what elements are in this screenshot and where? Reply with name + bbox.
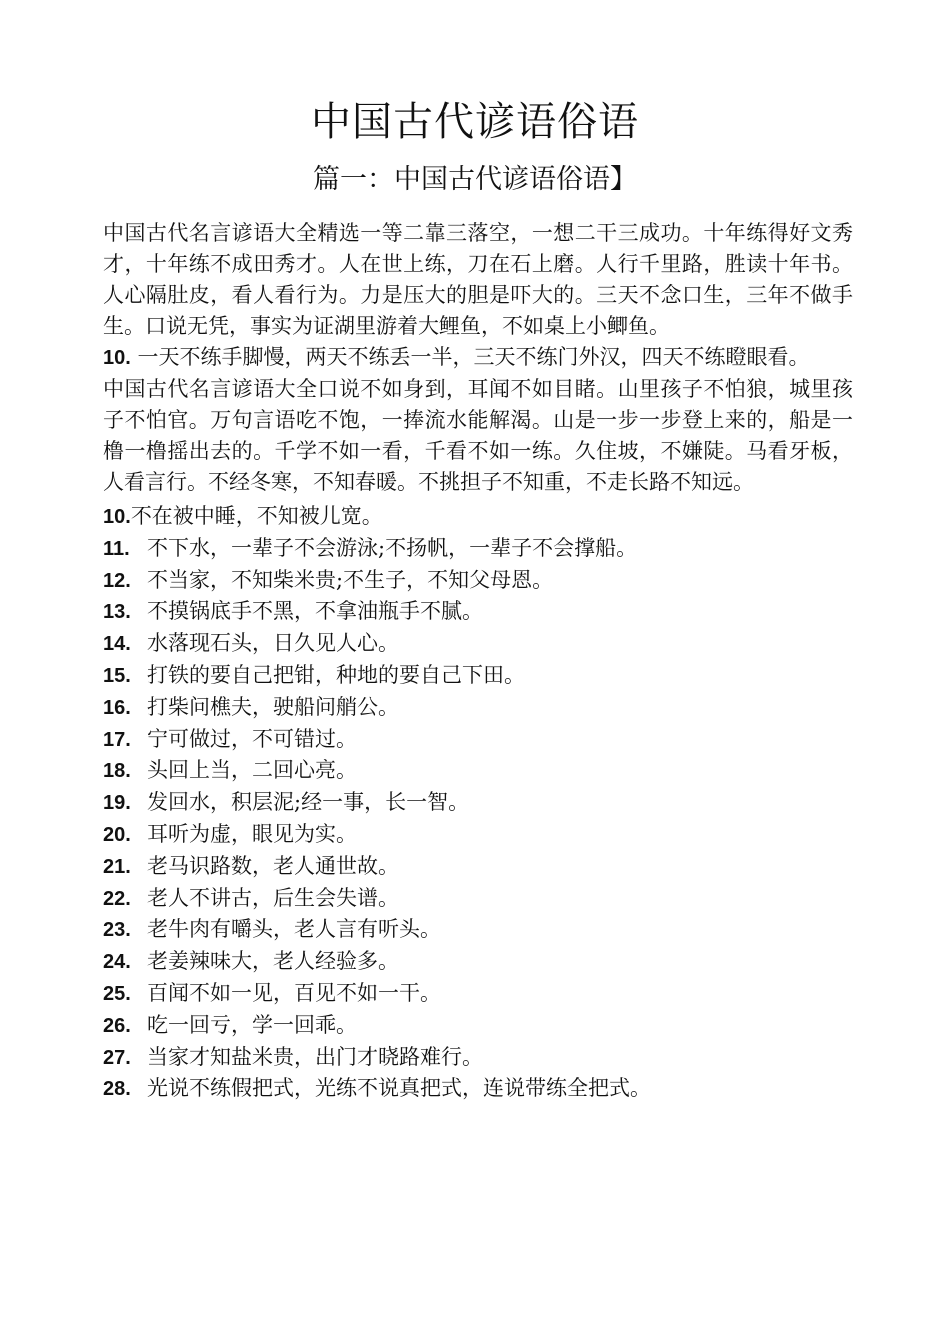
list-item (103, 1042, 853, 1074)
item-number: 22. (103, 887, 131, 910)
item-text: 老人不讲古，后生会失谱。 (147, 885, 399, 910)
item-number: 18. (103, 760, 131, 783)
item-number: 16. (103, 696, 131, 719)
item-number: 17. (103, 728, 131, 751)
proverb-list (103, 501, 853, 1105)
list-item (103, 533, 853, 565)
item-text: 当家才知盐米贵，出门才晓路难行。 (147, 1044, 483, 1069)
item-number: 26. (103, 1014, 131, 1037)
item-number: 27. (103, 1046, 131, 1069)
document-title: 中国古代谚语俗语 (311, 99, 639, 145)
item-text: 老马识路数，老人通世故。 (147, 853, 399, 878)
item-text: 老姜辣味大，老人经验多。 (147, 949, 399, 974)
item-text: 不下水，一辈子不会游泳;不扬帆，一辈子不会撑船。 (147, 535, 638, 560)
list-item (103, 501, 853, 533)
item-text: 百闻不如一见，百见不如一干。 (147, 980, 441, 1005)
item-text: 光说不练假把式，光练不说真把式，连说带练全把式。 (147, 1076, 651, 1101)
list-item (103, 565, 853, 597)
item-number: 10. (103, 506, 131, 528)
item-text: 不在被中睡，不知被儿宽。 (130, 504, 383, 528)
item-number: 13. (103, 601, 131, 624)
item-number: 10. (103, 347, 131, 369)
item-number: 15. (103, 664, 131, 687)
item-number: 25. (103, 982, 131, 1005)
item-text: 头回上当，二回心亮。 (147, 758, 357, 783)
second-paragraph: 中国古代名言谚语大全口说不如身到，耳闻不如目睹。山里孩子不怕狼，城里孩子不怕官。万句言语吃不饱，一捧流水能解渴。山是一步一步登上来的，船是一橹一橹摇出去的。千学不如一看，千看不如一练。久住坡，不嫌陡。马看牙板，人看言行。不经冬寒，不知春暖。不挑担子不知重，不走长路不知远。 (103, 377, 853, 494)
list-item (103, 819, 853, 851)
list-item (103, 1073, 853, 1105)
item-number: 24. (103, 951, 131, 974)
item-text: 打柴问樵夫，驶船问艄公。 (147, 694, 399, 719)
item-number: 23. (103, 919, 131, 942)
item-text: 宁可做过，不可错过。 (147, 726, 357, 751)
list-item (103, 946, 853, 978)
item-text: 发回水，积层泥;经一事，长一智。 (147, 790, 470, 815)
list-item (103, 660, 853, 692)
list-item (103, 914, 853, 946)
list-item (103, 851, 853, 883)
item-text: 不当家，不知柴米贵;不生子，不知父母恩。 (147, 567, 554, 592)
list-item (103, 787, 853, 819)
item-number: 21. (103, 855, 131, 878)
item-text: 耳听为虚，眼见为实。 (147, 821, 357, 846)
item-text: 不摸锅底手不黑，不拿油瓶手不腻。 (147, 599, 483, 624)
intro-paragraph: 中国古代名言谚语大全精选一等二靠三落空，一想二干三成功。十年练得好文秀才，十年练不成田秀才。人在世上练，刀在石上磨。人行千里路，胜读十年书。人心隔肚皮，看人看行为。力是压大的胆是吓大的。三天不念口生，三年不做手生。口说无凭，事实为证湖里游着大鲤鱼，不如桌上小鲫鱼。 (103, 221, 853, 338)
list-item (103, 978, 853, 1010)
list-item (103, 883, 853, 915)
document-subtitle: 篇一：中国古代谚语俗语】 (313, 164, 637, 195)
item-number: 28. (103, 1078, 131, 1101)
item-text: 老牛肉有嚼头，老人言有听头。 (147, 917, 441, 942)
document-body (103, 218, 853, 1105)
list-item (103, 596, 853, 628)
item-text: 打铁的要自己把钳，种地的要自己下田。 (147, 662, 525, 687)
numbered-paragraph (103, 342, 853, 374)
list-item (103, 692, 853, 724)
item-number: 19. (103, 792, 131, 815)
item-number: 12. (103, 569, 131, 592)
item-text: 水落现石头，日久见人心。 (147, 631, 399, 656)
list-item (103, 628, 853, 660)
item-number: 14. (103, 633, 131, 656)
item-number: 20. (103, 823, 131, 846)
item-text: 吃一回亏，学一回乖。 (147, 1012, 357, 1037)
item-text: 一天不练手脚慢，两天不练丢一半，三天不练门外汉，四天不练瞪眼看。 (130, 345, 810, 369)
item-number: 11. (103, 537, 130, 560)
list-item (103, 724, 853, 756)
list-item (103, 1010, 853, 1042)
list-item (103, 755, 853, 787)
